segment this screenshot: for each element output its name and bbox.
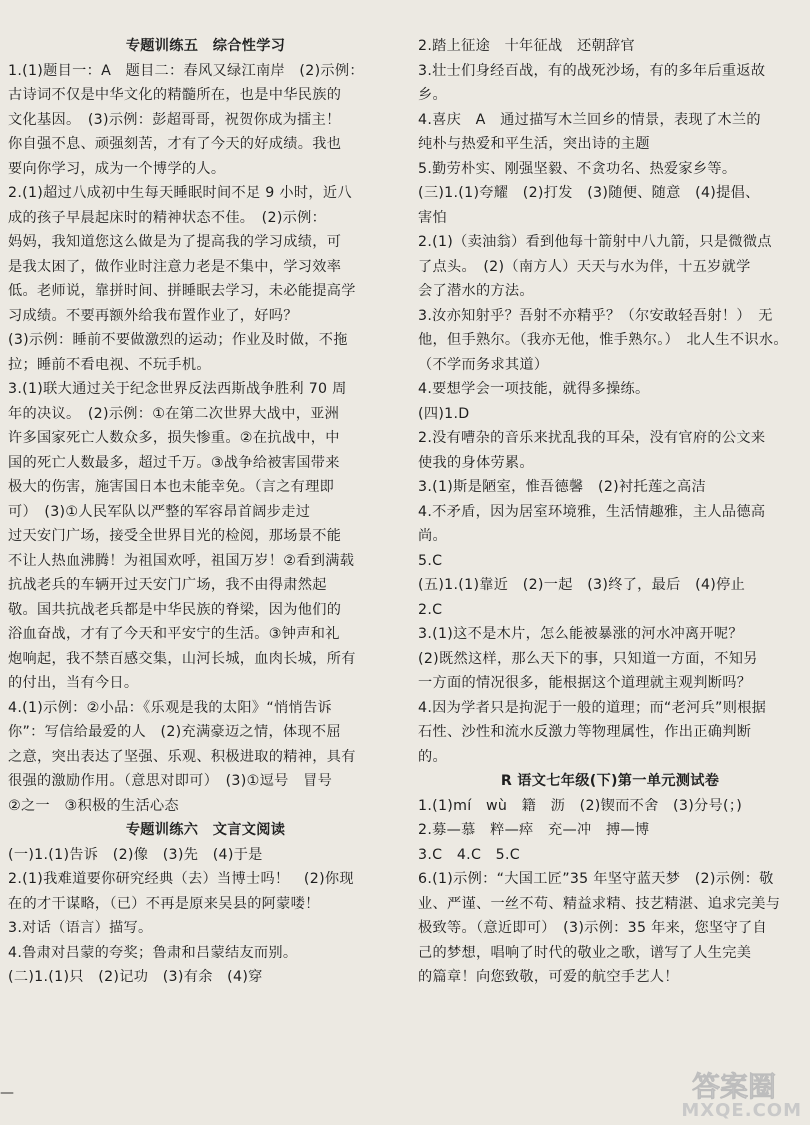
answer-line: 敬。国共抗战老兵都是中华民族的脊梁，因为他们的 [8,601,342,618]
answer-line: （不学而务求其道） [418,356,549,373]
answer-line: (四)1.D [418,405,470,422]
answer-line: 的付出，当有今日。 [8,675,139,691]
answer-line: 2.(1)我难道要你研究经典（去）当博士吗！ (2)你现 [8,871,354,887]
answer-line: 3.(1)斯是陋室，惟吾德馨 (2)衬托莲之高洁 [418,479,706,495]
page-footer-mark: — [0,1085,14,1101]
answer-line: 习成绩。不要再额外给我布置作业了，好吗？ [8,307,298,324]
answer-line: 他，但手熟尔。（我亦无他，惟手熟尔。） 北人生不识水。 [418,332,788,348]
answer-line: 2.(1)（卖油翁）看到他每十箭射中八九箭，只是微微点 [418,234,772,250]
answer-line: 2.(1)超过八成初中生每天睡眠时间不足 9 小时，近八 [8,185,352,201]
answer-line: 了点头。 (2)（南方人）天天与水为伴，十五岁就学 [418,258,751,275]
answer-line: 文化基因。 (3)示例：彭超哥哥，祝贺你成为擂主！ [8,111,341,128]
answer-line: 3.C 4.C 5.C [418,846,521,863]
answer-line: (一)1.(1)告诉 (2)像 (3)先 (4)于是 [8,846,263,863]
section-title: 专题训练六 文言文阅读 [125,822,286,838]
answer-line: 古诗词不仅是中华文化的精髓所在，也是中华民族的 [8,87,342,103]
answer-line: (2)既然这样，那么天下的事，只知道一方面，不知另 [418,650,758,667]
answer-line: 2.募—慕 粹—瘁 充—冲 搏—博 [418,822,650,838]
watermark-logo-text: 答案圈 [691,1070,777,1103]
answer-line: 2.C [418,601,443,618]
answer-line: 过天安门广场，接受全世界目光的检阅，那场景不能 [8,528,342,544]
answer-line: 可） (3)①人民军队以严整的军容昂首阔步走过 [8,503,311,520]
answer-line: 4.要想学会一项技能，就得多操练。 [418,381,650,397]
answer-line: 拉；睡前不看电视、不玩手机。 [8,356,211,373]
answer-line: 尚。 [418,528,447,544]
answer-line: 低。老师说，靠拼时间、拼睡眠去学习，未必能提高学 [8,283,356,299]
answer-line: 1.(1)mí wù 籍 沥 (2)锲而不舍 (3)分号(；) [418,797,743,814]
answer-line: 4.喜庆 A 通过描写木兰回乡的情景，表现了木兰的 [418,111,761,128]
answer-line: 极大的伤害，施害国日本也未能幸免。（言之有理即 [8,479,335,495]
watermark-url: MXQE.COM [681,1100,802,1121]
answer-line: 3.壮士们身经百战，有的战死沙场，有的多年后重返故 [418,62,766,79]
right-column [418,34,802,990]
answer-line: 害怕 [418,209,447,226]
answer-line: 纯朴与热爱和平生活，突出诗的主题 [418,136,650,152]
answer-line: 3.汝亦知射乎？吾射不亦精乎？（尔安敢轻吾射！） 无 [418,307,773,324]
answer-line: 的。 [418,748,447,765]
answer-line: 抗战老兵的车辆开过天安门广场，我不由得肃然起 [8,577,327,593]
answer-line: ②之一 ③积极的生活心态 [8,797,179,814]
answer-line: 使我的身体劳累。 [418,454,534,471]
answer-line: 浴血奋战，才有了今天和平安宁的生活。③钟声和礼 [8,626,340,642]
answer-line: 己的梦想，唱响了时代的敬业之歌，谱写了人生完美 [418,944,752,961]
answer-line: 业、严谨、一丝不苟、精益求精、技艺精湛、追求完美与 [418,895,781,912]
answer-line: (五)1.(1)靠近 (2)一起 (3)终了，最后 (4)停止 [418,577,746,593]
answer-line: 你自强不息、顽强刻苦，才有了今天的好成绩。我也 [8,136,342,152]
answer-line: 5.C [418,552,443,569]
answer-line: 会了潜水的方法。 [418,283,534,299]
watermark-logo [664,1068,804,1104]
section-title: 专题训练五 综合性学习 [125,38,286,54]
answer-line: 成的孩子早晨起床时的精神状态不佳。 (2)示例： [8,209,327,226]
answer-line: 要向你学习，成为一个博学的人。 [8,160,226,177]
answer-line: 3.对话（语言）描写。 [8,920,153,936]
answer-line: (三)1.(1)夸耀 (2)打发 (3)随便、随意 (4)提倡、 [418,185,760,201]
answer-line: 是我太困了，做作业时注意力老是不集中，学习效率 [8,258,342,275]
answer-line: 2.没有嘈杂的音乐来扰乱我的耳朵，没有官府的公文来 [418,430,766,446]
answer-line: 国的死亡人数最多，超过千万。③战争给被害国带来 [8,454,340,471]
answer-line: 不让人热血沸腾！为祖国欢呼，祖国万岁！②看到满载 [8,552,355,569]
answer-line: (二)1.(1)只 (2)记功 (3)有余 (4)穿 [8,969,263,985]
left-column [8,34,403,990]
answer-line: 你”：写信给最爱的人 (2)充满豪迈之情，体现不屈 [8,724,341,740]
answer-line: 4.因为学者只是拘泥于一般的道理；而“老河兵”则根据 [418,699,767,716]
section-title: R 语文七年级(下)第一单元测试卷 [500,773,720,789]
answer-line: 1.(1)题目一：A 题目二：春风又绿江南岸 (2)示例： [8,62,364,79]
answer-line: 5.勤劳朴实、刚强坚毅、不贪功名、热爱家乡等。 [418,160,737,177]
answer-line: 年的决议。 (2)示例：①在第二次世界大战中，亚洲 [8,405,340,422]
answer-line: 4.(1)示例：②小品：《乐观是我的太阳》“悄悄告诉 [8,699,332,716]
answer-line: 极致等。（意近即可） (3)示例：35 年来，您坚守了自 [418,920,767,936]
answer-line: 的篇章！向您致敬，可爱的航空手艺人！ [418,969,679,985]
answer-line: 之意，突出表达了坚强、乐观、积极进取的精神，具有 [8,748,356,765]
answer-line: 炮响起，我不禁百感交集，山河长城，血肉长城，所有 [8,650,356,667]
answer-line: 3.(1)联大通过关于纪念世界反法西斯战争胜利 70 周 [8,381,347,397]
answer-line: 3.(1)这不是木片，怎么能被暴涨的河水冲离开呢？ [418,626,743,642]
answer-line: 乡。 [418,87,447,103]
answer-line: 4.鲁肃对吕蒙的夸奖；鲁肃和吕蒙结友而别。 [8,944,298,961]
answer-line: 6.(1)示例：“大国工匠”35 年坚守蓝天梦 (2)示例：敬 [418,871,774,887]
answer-line: 很强的激励作用。（意思对即可） (3)①逗号 冒号 [8,773,333,789]
answer-line: 在的才干谋略，（已）不再是原来吴县的阿蒙喽！ [8,895,320,912]
answer-line: 许多国家死亡人数众多，损失惨重。②在抗战中，中 [8,430,340,446]
answer-line: (3)示例：睡前不要做激烈的运动；作业及时做，不拖 [8,332,348,348]
answer-line: 一方面的情况很多，能根据这个道理就主观判断吗？ [418,675,752,691]
answer-line: 2.踏上征途 十年征战 还朝辞官 [418,38,635,54]
answer-line: 石性、沙性和流水反激力等物理属性，作出正确判断 [418,724,752,740]
answer-line: 4.不矛盾，因为居室环境雅，生活情趣雅，主人品德高 [418,503,766,520]
answer-line: 妈妈，我知道您这么做是为了提高我的学习成绩，可 [8,234,342,250]
